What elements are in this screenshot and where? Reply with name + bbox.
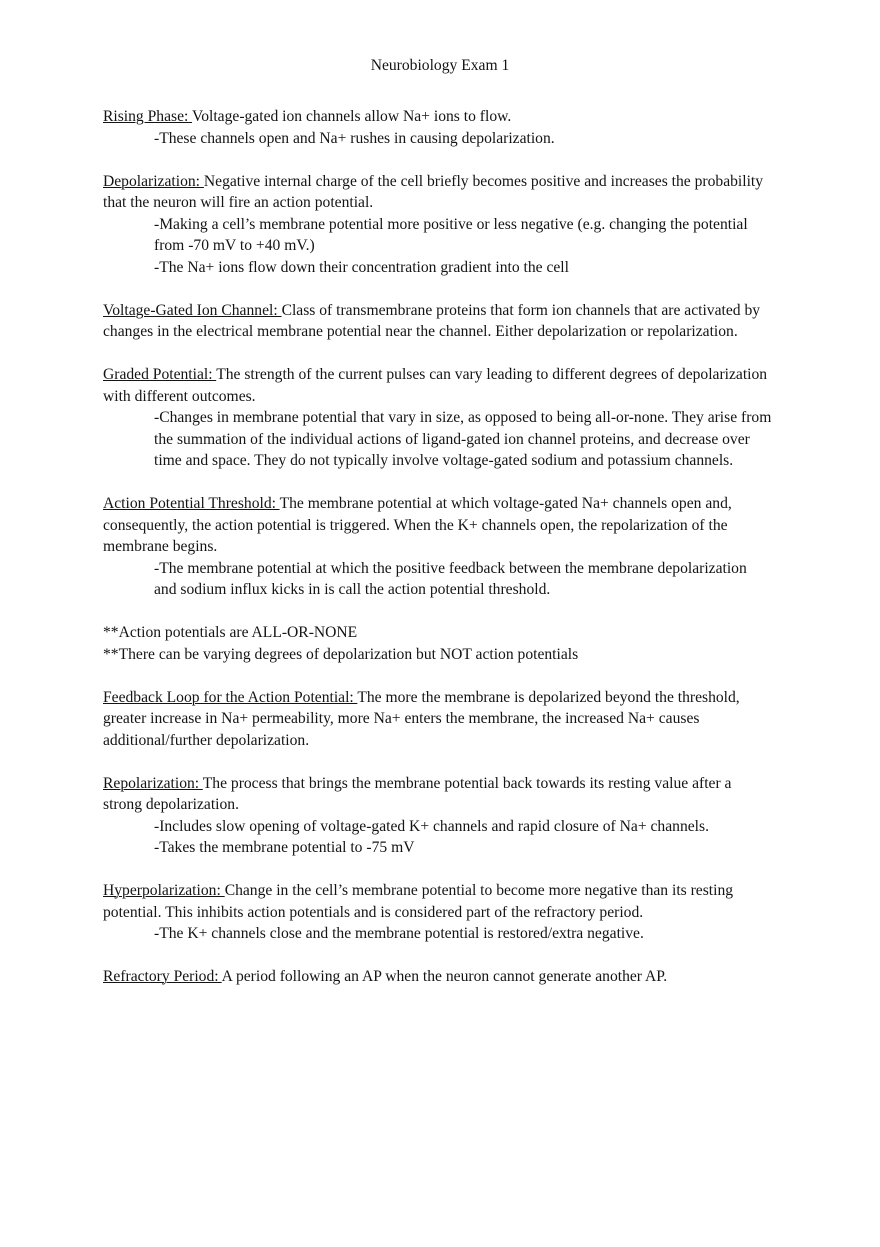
entry-text	[103, 106, 773, 128]
entry-definition: Voltage-gated ion channels allow Na+ ions to flow.	[191, 108, 512, 125]
entry-detail: -Takes the membrane potential to -75 mV	[154, 839, 415, 856]
entry-term: Action Potential Threshold:	[103, 495, 280, 512]
page-title: Neurobiology Exam 1	[370, 57, 510, 74]
entry-definition: The more the membrane is depolarized beyond the threshold, greater increase in Na+ permeability, more Na+ enters the membrane, the increased Na+ causes additional/further depolarization.	[103, 688, 740, 749]
entry-detail: -Changes in membrane potential that vary in size, as opposed to being all-or-none. They arise from the summation of the individual actions of ligand-gated ion channel proteins, and decrease over time and space. They do not typically involve voltage-gated sodium and potassium channels.	[154, 409, 772, 469]
entry-definition: The strength of the current pulses can vary leading to different degrees of depolarization with different outcomes.	[103, 366, 768, 405]
entry-term: Repolarization:	[103, 774, 203, 792]
entry-definition: Change in the cell’s membrane potential to become more negative than its resting potential. This inhibits action potentials and is considered part of the refractory period.	[103, 882, 734, 921]
notes-block	[103, 622, 773, 665]
note-line: **Action potentials are ALL-OR-NONE	[103, 624, 358, 641]
entry-term: Feedback Loop for the Action Potential:	[103, 688, 358, 706]
entry-term: Rising Phase:	[103, 108, 192, 125]
entry-text	[103, 687, 773, 752]
entry-detail: -The Na+ ions flow down their concentration gradient into the cell	[154, 258, 569, 276]
entry-repolarization	[103, 773, 773, 859]
entry-text	[103, 300, 773, 343]
entry-definition: A period following an AP when the neuron cannot generate another AP.	[221, 968, 668, 985]
entry-hyperpolarization	[103, 880, 773, 945]
entry-term: Refractory Period:	[103, 968, 222, 985]
entry-definition: The process that brings the membrane potential back towards its resting value after a strong depolarization.	[103, 774, 732, 813]
entry-detail: -Making a cell’s membrane potential more positive or less negative (e.g. changing the potential from -70 mV to +40 mV.)	[154, 215, 748, 254]
entry-feedback-loop	[103, 687, 773, 752]
entry-action-potential-threshold	[103, 493, 773, 601]
note-line: **There can be varying degrees of depolarization but NOT action potentials	[103, 645, 579, 663]
entry-definition: Class of transmembrane proteins that form ion channels that are activated by changes in the electrical membrane potential near the channel. Either depolarization or repolarization.	[103, 301, 761, 340]
entry-detail: -The membrane potential at which the positive feedback between the membrane depolarization and sodium influx kicks in is call the action potential threshold.	[154, 559, 747, 598]
entry-term: Depolarization:	[103, 172, 204, 190]
notes-content	[103, 106, 773, 1009]
entry-text	[103, 493, 773, 558]
entry-graded-potential	[103, 364, 773, 472]
entry-detail: -The K+ channels close and the membrane potential is restored/extra negative.	[154, 925, 644, 942]
entry-text	[103, 773, 773, 816]
entry-depolarization	[103, 171, 773, 279]
entry-text	[103, 171, 773, 214]
entry-text	[103, 880, 773, 923]
entry-definition: Negative internal charge of the cell briefly becomes positive and increases the probability that the neuron will fire an action potential.	[103, 172, 764, 211]
entry-voltage-gated-ion-channel	[103, 300, 773, 343]
entry-text	[103, 364, 773, 407]
entry-rising-phase	[103, 106, 773, 149]
entry-term: Hyperpolarization:	[103, 882, 225, 899]
entry-refractory-period	[103, 966, 773, 988]
entry-detail: -These channels open and Na+ rushes in causing depolarization.	[154, 129, 555, 147]
entry-term: Graded Potential:	[103, 366, 217, 383]
entry-definition: The membrane potential at which voltage-gated Na+ channels open and, consequently, the action potential is triggered. When the K+ channels open, the repolarization of the membrane begins.	[103, 495, 732, 555]
entry-text	[103, 966, 773, 988]
entry-detail: -Includes slow opening of voltage-gated K+ channels and rapid closure of Na+ channels.	[154, 817, 709, 835]
entry-term: Voltage-Gated Ion Channel:	[103, 301, 282, 319]
